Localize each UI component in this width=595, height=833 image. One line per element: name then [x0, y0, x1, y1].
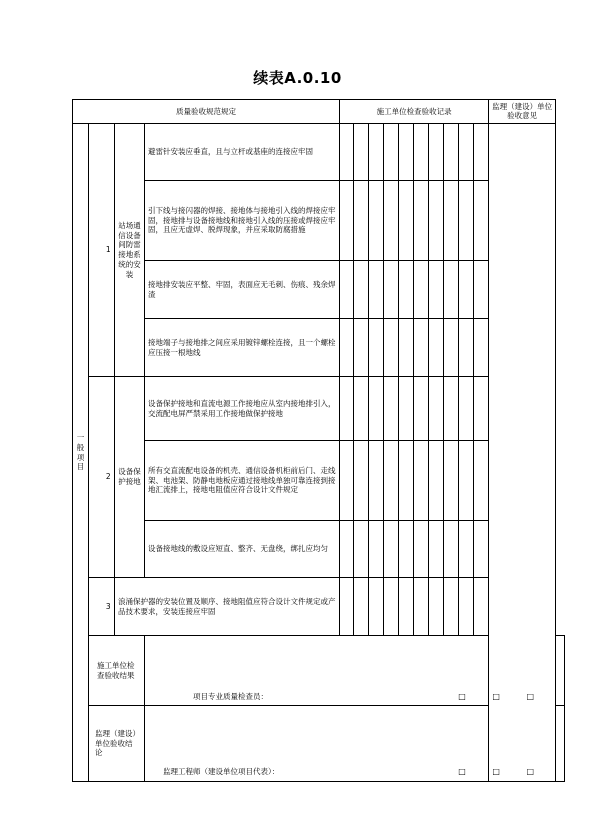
- check-cell[interactable]: [369, 124, 384, 181]
- check-cell[interactable]: [369, 261, 384, 319]
- date-boxes: □ □ □: [458, 767, 546, 776]
- spec-text: 避雷针安装应垂直，且与立杆或基座的连接应牢固: [145, 124, 340, 181]
- check-cell[interactable]: [444, 261, 459, 319]
- header-check-record: 施工单位检查验收记录: [340, 100, 489, 124]
- check-cell[interactable]: [354, 441, 369, 521]
- check-cell[interactable]: [384, 441, 399, 521]
- check-cell[interactable]: [414, 319, 429, 377]
- check-cell[interactable]: [340, 319, 354, 377]
- check-cell[interactable]: [429, 319, 444, 377]
- check-cell[interactable]: [384, 261, 399, 319]
- spec-text: 所有交直流配电设备的机壳、通信设备机柜前后门、走线架、电池架、防静电地板应通过接地线单独可靠连接到接地汇流排上，接地电阻值应符合设计文件规定: [145, 441, 340, 521]
- check-cell[interactable]: [399, 377, 414, 441]
- check-cell[interactable]: [429, 521, 444, 578]
- check-cell[interactable]: [354, 319, 369, 377]
- spec-text: 接地端子与接地排之间应采用镀锌螺栓连接，且一个螺栓应压接一根地线: [145, 319, 340, 377]
- check-cell[interactable]: [369, 377, 384, 441]
- check-cell[interactable]: [474, 124, 489, 181]
- item-name: 站场通信设备间防雷接地系统的安装: [115, 124, 145, 377]
- check-cell[interactable]: [474, 181, 489, 261]
- check-cell[interactable]: [369, 578, 384, 636]
- check-cell[interactable]: [414, 261, 429, 319]
- header-supervision-opinion: 监理（建设）单位验收意见: [489, 100, 556, 124]
- check-cell[interactable]: [414, 441, 429, 521]
- table-row: [73, 124, 565, 181]
- check-cell[interactable]: [369, 181, 384, 261]
- check-cell[interactable]: [354, 578, 369, 636]
- supervision-conclusion-row: [73, 706, 565, 782]
- check-cell[interactable]: [429, 377, 444, 441]
- check-cell[interactable]: [459, 319, 474, 377]
- check-cell[interactable]: [369, 441, 384, 521]
- check-cell[interactable]: [399, 261, 414, 319]
- header-row: [73, 100, 565, 124]
- spec-text: 引下线与接闪器的焊接、接地体与接地引入线的焊接应牢固，接地排与设备接地线和接地引入线的压接或焊接应牢固，且应无虚焊、脱焊现象，并应采取防腐措施: [145, 181, 340, 261]
- check-cell[interactable]: [369, 521, 384, 578]
- check-cell[interactable]: [399, 124, 414, 181]
- item-number: 1: [103, 124, 115, 377]
- quality-inspector-label: 项目专业质量检查员：: [193, 692, 268, 701]
- check-cell[interactable]: [384, 181, 399, 261]
- check-cell[interactable]: [399, 319, 414, 377]
- check-cell[interactable]: [414, 377, 429, 441]
- header-spec: 质量验收规范规定: [73, 100, 340, 124]
- supervision-conclusion-cell[interactable]: [145, 706, 565, 782]
- check-cell[interactable]: [340, 578, 354, 636]
- supervisor-label: 监理工程师（建设单位项目代表）：: [163, 767, 280, 776]
- check-cell[interactable]: [459, 261, 474, 319]
- check-cell[interactable]: [384, 578, 399, 636]
- check-cell[interactable]: [444, 377, 459, 441]
- date-boxes: □ □ □: [458, 692, 546, 701]
- check-cell[interactable]: [414, 521, 429, 578]
- check-cell[interactable]: [474, 578, 489, 636]
- check-cell[interactable]: [399, 521, 414, 578]
- check-cell[interactable]: [354, 377, 369, 441]
- check-cell[interactable]: [340, 261, 354, 319]
- check-cell[interactable]: [384, 521, 399, 578]
- check-cell[interactable]: [414, 124, 429, 181]
- check-cell[interactable]: [474, 441, 489, 521]
- check-cell[interactable]: [340, 377, 354, 441]
- construction-conclusion-row: [73, 636, 565, 706]
- spec-text: 设备保护接地和直流电源工作接地应从室内接地排引入，交流配电屏严禁采用工作接地做保护接地: [145, 377, 340, 441]
- check-cell[interactable]: [340, 441, 354, 521]
- check-cell[interactable]: [459, 578, 474, 636]
- check-cell[interactable]: [444, 578, 459, 636]
- spec-text: 接地排安装应平整、牢固，表面应无毛刺、伤痕、残余焊渣: [145, 261, 340, 319]
- group-label: 一般项目: [73, 124, 89, 782]
- check-cell[interactable]: [354, 261, 369, 319]
- item-number: 2: [103, 377, 115, 578]
- spec-text: 设备接地线的敷设应短直、整齐、无盘绕，绑扎应均匀: [145, 521, 340, 578]
- check-cell[interactable]: [354, 521, 369, 578]
- check-cell[interactable]: [444, 181, 459, 261]
- supervision-conclusion-label: 监理（建设）单位验收结论: [89, 706, 145, 782]
- check-cell[interactable]: [444, 441, 459, 521]
- check-cell[interactable]: [429, 578, 444, 636]
- check-cell[interactable]: [414, 578, 429, 636]
- check-cell[interactable]: [354, 124, 369, 181]
- check-cell[interactable]: [414, 181, 429, 261]
- check-cell[interactable]: [444, 124, 459, 181]
- item-name: 设备保护接地: [115, 377, 145, 578]
- spec-text: 浪涌保护器的安装位置及顺序、接地阻值应符合设计文件规定或产品技术要求，安装连接应牢固: [115, 578, 340, 636]
- check-cell[interactable]: [459, 441, 474, 521]
- check-cell[interactable]: [474, 377, 489, 441]
- check-cell[interactable]: [474, 521, 489, 578]
- check-cell[interactable]: [444, 319, 459, 377]
- check-cell[interactable]: [459, 181, 474, 261]
- check-cell[interactable]: [459, 521, 474, 578]
- check-cell[interactable]: [459, 124, 474, 181]
- construction-conclusion-cell[interactable]: [145, 636, 565, 706]
- check-cell[interactable]: [429, 441, 444, 521]
- check-cell[interactable]: [399, 578, 414, 636]
- check-cell[interactable]: [399, 441, 414, 521]
- check-cell[interactable]: [340, 124, 354, 181]
- check-cell[interactable]: [474, 261, 489, 319]
- check-cell[interactable]: [354, 181, 369, 261]
- check-cell[interactable]: [429, 181, 444, 261]
- check-cell[interactable]: [444, 521, 459, 578]
- page-title: 续表A.0.10: [253, 69, 342, 87]
- check-cell[interactable]: [340, 181, 354, 261]
- check-cell[interactable]: [459, 377, 474, 441]
- construction-conclusion-label: 施工单位检查验收结果: [89, 636, 145, 706]
- check-cell[interactable]: [384, 377, 399, 441]
- item-number: 3: [103, 578, 115, 636]
- check-cell[interactable]: [429, 124, 444, 181]
- check-cell[interactable]: [369, 319, 384, 377]
- check-cell[interactable]: [340, 521, 354, 578]
- check-cell[interactable]: [399, 181, 414, 261]
- check-cell[interactable]: [429, 261, 444, 319]
- check-cell[interactable]: [474, 319, 489, 377]
- check-cell[interactable]: [384, 319, 399, 377]
- check-cell[interactable]: [384, 124, 399, 181]
- acceptance-form-table: [72, 99, 565, 782]
